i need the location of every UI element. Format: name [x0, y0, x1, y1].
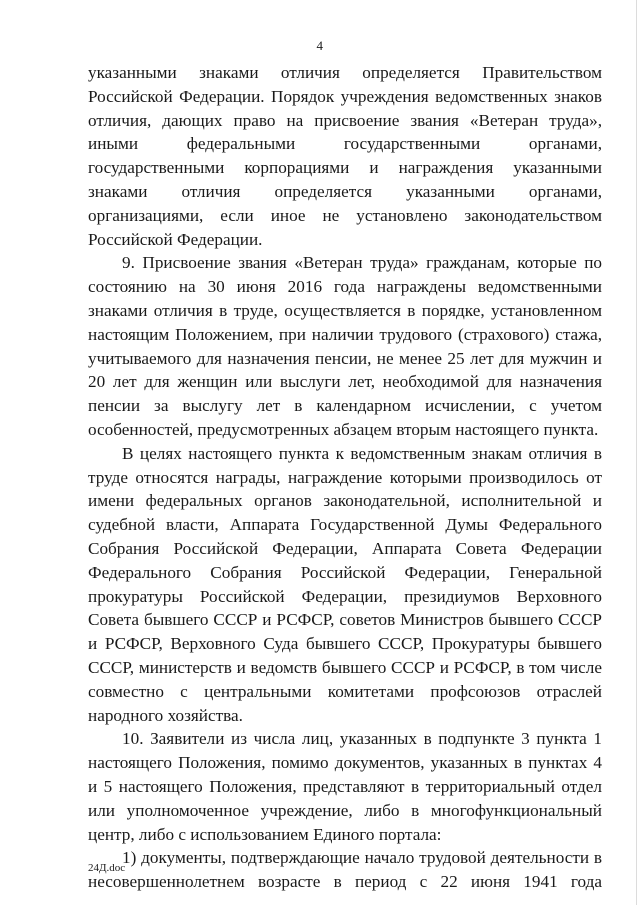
- paragraph-continuation: указанными знаками отличия определяется Правительством Российской Федерации. Порядок учреждения ведомственных знаков отличия, дающих право на присвоение звания «Ветеран труда», иными федеральными государственными органами, государственными корпорациями и награждения указанными знаками отличия определяется указанными органами, организациями, если иное не установлено законодательством Российской Федерации.: [88, 63, 602, 249]
- document-body: [88, 61, 602, 894]
- paragraph-item-9: 9. Присвоение звания «Ветеран труда» гражданам, которые по состоянию на 30 июня 2016 года награждены ведомственными знаками отличия в труде, осуществляется в порядке, установленном настоящим Положением, при наличии трудового (страхового) стажа, учитываемого для назначения пенсии, не менее 25 лет для мужчин и 20 лет для женщин или выслуги лет, необходимой для назначения пенсии за выслугу лет в календарном исчислении, с учетом особенностей, предусмотренных абзацем вторым настоящего пункта.: [88, 253, 602, 439]
- paragraph-subitem-1: 1) документы, подтверждающие начало трудовой деятельности в несовершеннолетнем возрасте в период с 22 июня 1941 года: [88, 848, 602, 892]
- paragraph-item-10: 10. Заявители из числа лиц, указанных в подпункте 3 пункта 1 настоящего Положения, помимо документов, указанных в пунктах 4 и 5 настоящего Положения, представляют в территориальный отдел или уполномоченное учреждение, либо в многофункциональный центр, либо с использованием Единого портала:: [88, 729, 602, 844]
- paragraph-item-9-second: В целях настоящего пункта к ведомственным знакам отличия в труде относятся награды, награждение которыми производилось от имени федеральных органов законодательной, исполнительной и судебной власти, Аппарата Государственной Думы Федерального Собрания Российской Федерации, Аппарата Совета Федерации Федерального Собрания Российской Федерации, Генеральной прокуратуры Российской Федерации, президиумов Верховного Совета бывшего СССР и РСФСР, советов Министров бывшего СССР и РСФСР, Верховного Суда бывшего СССР, Прокуратуры бывшего СССР, министерств и ведомств бывшего СССР и РСФСР, в том числе совместно с центральными комитетами профсоюзов отраслей народного хозяйства.: [88, 443, 602, 725]
- page-number: 4: [316, 38, 324, 53]
- scan-edge: [636, 0, 637, 905]
- footer-filename: 24Д.doc: [88, 862, 126, 874]
